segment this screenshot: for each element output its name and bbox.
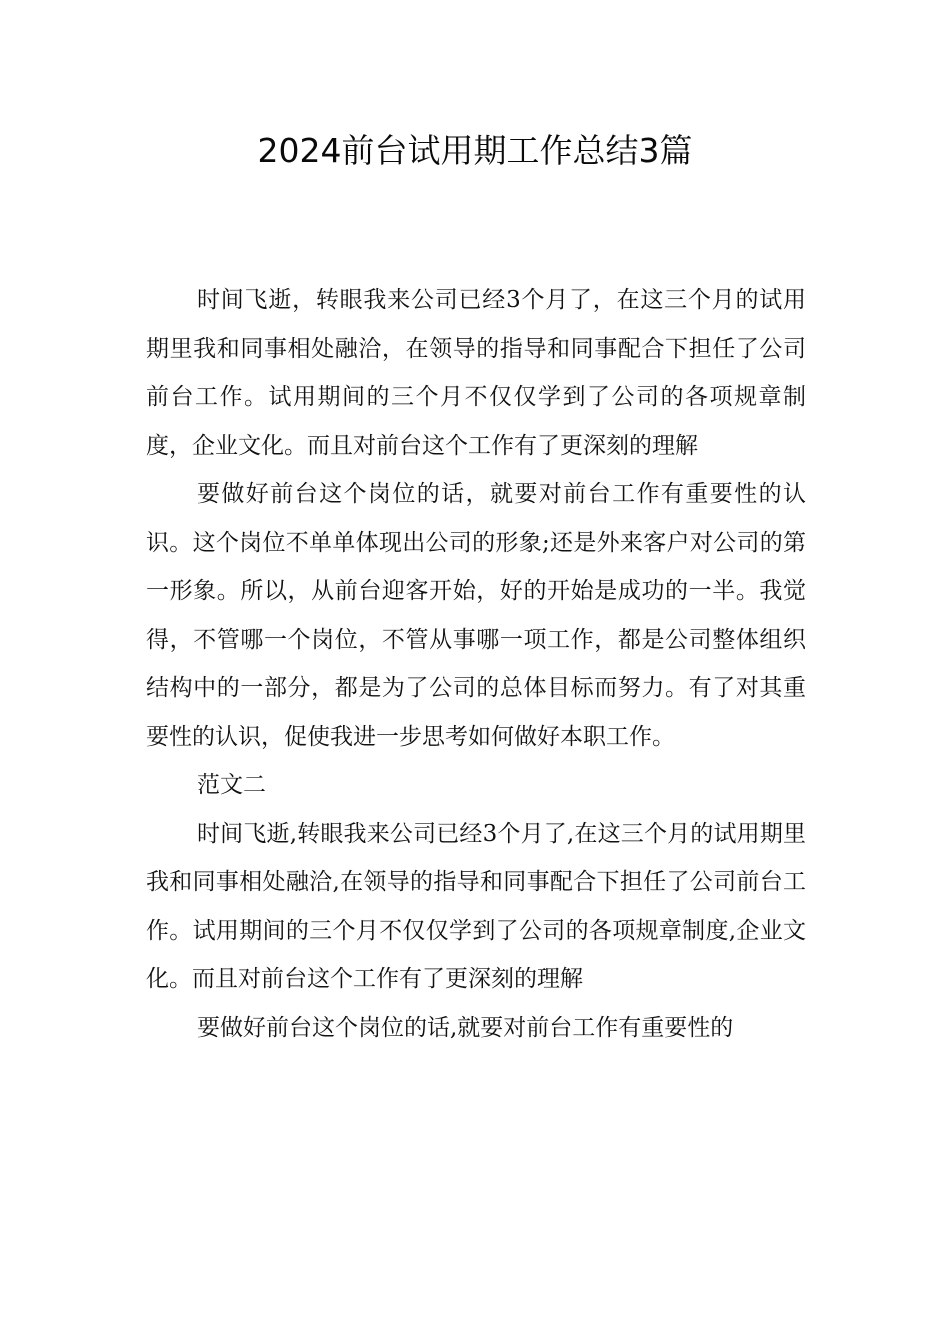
section-heading-sample-two: 范文二 [197,772,266,798]
paragraph-sample-two-intro: 时间飞逝,转眼我来公司已经3个月了,在这三个月的试用期里我和同事相处融洽,在领导的指导和同事配合下担任了公司前台工作。试用期间的三个月不仅仅学到了公司的各项规章制度,企业文化。而且对前台这个工作有了更深刻的理解 [146,820,806,992]
document-title: 2024前台试用期工作总结3篇 [257,131,693,170]
paragraph-front-desk-importance: 要做好前台这个岗位的话，就要对前台工作有重要性的认识。这个岗位不单单体现出公司的形象;还是外来客户对公司的第一形象。所以，从前台迎客开始，好的开始是成功的一半。我觉得，不管哪一个岗位，不管从事哪一项工作，都是公司整体组织结构中的一部分，都是为了公司的总体目标而努力。有了对其重要性的认识，促使我进一步思考如何做好本职工作。 [146,481,806,750]
document-body [146,276,806,1052]
paragraph-intro: 时间飞逝，转眼我来公司已经3个月了，在这三个月的试用期里我和同事相处融洽，在领导的指导和同事配合下担任了公司前台工作。试用期间的三个月不仅仅学到了公司的各项规章制度，企业文化。而且对前台这个工作有了更深刻的理解 [146,287,806,459]
paragraph-sample-two-importance: 要做好前台这个岗位的话,就要对前台工作有重要性的 [197,1014,734,1041]
